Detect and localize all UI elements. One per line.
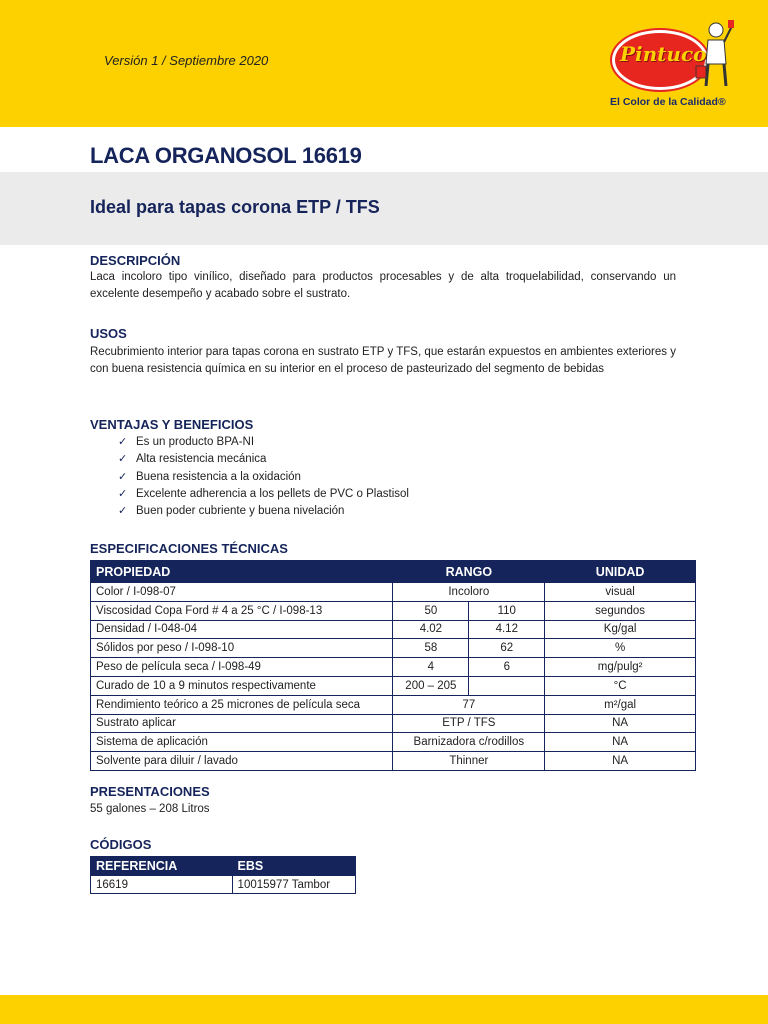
table-row: Sistema de aplicación Barnizadora c/rodillos NA bbox=[91, 733, 696, 752]
footer-band bbox=[0, 995, 768, 1024]
table-row: Curado de 10 a 9 minutos respectivamente 200 – 205 °C bbox=[91, 676, 696, 695]
descripcion-heading: DESCRIPCIÓN bbox=[90, 253, 181, 268]
col-referencia: REFERENCIA bbox=[91, 857, 233, 876]
pintuco-logo bbox=[606, 20, 746, 120]
especificaciones-heading: ESPECIFICACIONES TÉCNICAS bbox=[90, 541, 288, 556]
list-item: ✓ Buena resistencia a la oxidación bbox=[118, 469, 409, 486]
usos-heading: USOS bbox=[90, 326, 127, 341]
table-row: Peso de película seca / I-098-49 4 6 mg/pulg² bbox=[91, 658, 696, 677]
table-row: Rendimiento teórico a 25 micrones de película seca 77 m²/gal bbox=[91, 695, 696, 714]
table-row: Sustrato aplicar ETP / TFS NA bbox=[91, 714, 696, 733]
painter-mascot-icon bbox=[694, 20, 734, 92]
codigos-heading: CÓDIGOS bbox=[90, 837, 152, 852]
presentaciones-heading: PRESENTACIONES bbox=[90, 784, 210, 799]
header-band bbox=[0, 0, 768, 127]
table-row: 16619 10015977 Tambor bbox=[91, 876, 356, 894]
table-row: Solvente para diluir / lavado Thinner NA bbox=[91, 752, 696, 771]
table-row: Sólidos por peso / I-098-10 58 62 % bbox=[91, 639, 696, 658]
col-rango: RANGO bbox=[393, 561, 545, 583]
list-item: ✓ Alta resistencia mecánica bbox=[118, 451, 409, 468]
version-label: Versión 1 / Septiembre 2020 bbox=[104, 53, 269, 68]
benefits-list bbox=[118, 434, 409, 520]
table-header-row bbox=[91, 561, 696, 583]
checkmark-icon: ✓ bbox=[118, 505, 128, 518]
descripcion-text: Laca incoloro tipo vinílico, diseñado para productos procesables y de alta troquelabilidad, conservando un excelente desempeño y acabado sobre el sustrato. bbox=[90, 271, 676, 300]
page-title: LACA ORGANOSOL 16619 bbox=[90, 143, 362, 168]
table-row: Densidad / I-048-04 4.02 4.12 Kg/gal bbox=[91, 620, 696, 639]
col-ebs: EBS bbox=[232, 857, 355, 876]
col-propiedad: PROPIEDAD bbox=[91, 561, 393, 583]
checkmark-icon: ✓ bbox=[118, 470, 128, 483]
list-item: ✓ Buen poder cubriente y buena nivelación bbox=[118, 503, 409, 520]
usos-text: Recubrimiento interior para tapas corona en sustrato ETP y TFS, que estarán expuestos en ambientes exteriores y con buena resistencia química en su interior en el proceso de pasteurizado del segmento de bebidas bbox=[90, 346, 676, 375]
table-row: Color / I-098-07 Incoloro visual bbox=[91, 583, 696, 602]
codes-table bbox=[90, 856, 356, 894]
list-item: ✓ Es un producto BPA-NI bbox=[118, 434, 409, 451]
list-item: ✓ Excelente adherencia a los pellets de PVC o Plastisol bbox=[118, 486, 409, 503]
presentaciones-text: 55 galones – 208 Litros bbox=[90, 803, 210, 815]
specs-table bbox=[90, 560, 696, 771]
table-header-row bbox=[91, 857, 356, 876]
checkmark-icon: ✓ bbox=[118, 436, 128, 448]
checkmark-icon: ✓ bbox=[118, 487, 128, 500]
logo-text: Pintuco bbox=[620, 42, 707, 66]
table-row: Viscosidad Copa Ford # 4 a 25 °C / I-098-13 50 110 segundos bbox=[91, 601, 696, 620]
page-subtitle: Ideal para tapas corona ETP / TFS bbox=[90, 197, 380, 217]
logo-tagline: El Color de la Calidad® bbox=[610, 96, 726, 108]
col-unidad: UNIDAD bbox=[545, 561, 696, 583]
ventajas-heading: VENTAJAS Y BENEFICIOS bbox=[90, 417, 254, 432]
checkmark-icon: ✓ bbox=[118, 453, 128, 466]
